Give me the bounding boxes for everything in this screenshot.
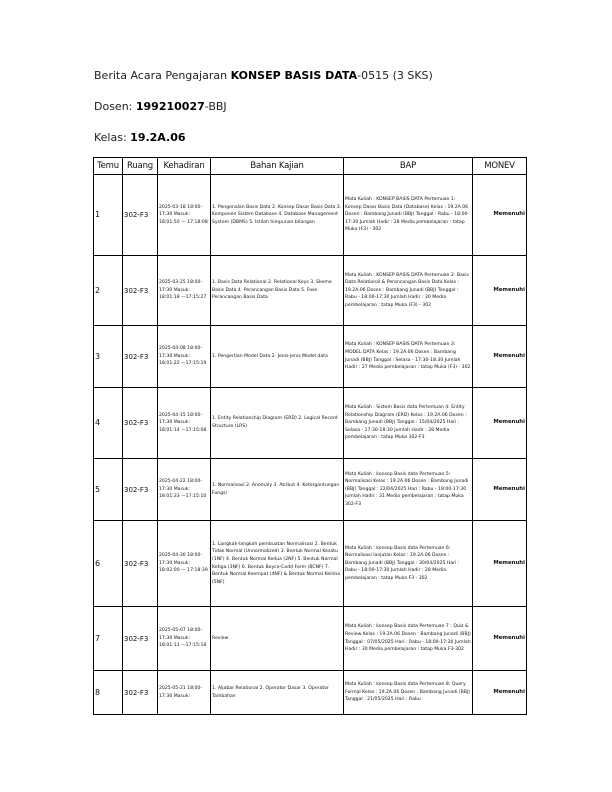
- bap-table: [93, 157, 527, 715]
- table-row: [94, 388, 527, 459]
- kehadiran-cell: 2025-03-18 18:00-17:30 Masuk: 18:01:50 — 17:18:08: [158, 175, 211, 256]
- ruang-cell: 302-F3: [123, 388, 158, 459]
- kelas-value: 19.2A.06: [130, 131, 186, 144]
- temu-cell: 5: [94, 459, 123, 521]
- monev-cell: Memenuhi: [473, 607, 527, 671]
- temu-cell: 6: [94, 521, 123, 607]
- kehadiran-cell: 2025-05-07 18:00-17:30 Masuk: 18:01:11 —17:15:18: [158, 607, 211, 671]
- col-header-ruang: Ruang: [123, 158, 158, 175]
- bap-cell: Mata Kuliah : konsep Basis data Pertemuan 6: Normalisasi lanjutan Kelas : 19.2A.06 Dosen : Bambang Junadi (BBJ) Tanggal : 30/04/2025 Hari : Rabu - 18:00-17:30 Jumlah Hadir : 28 Media pembelajaran : tatap Muka F3 - 302: [344, 521, 473, 607]
- bahan-kajian-cell: 1. Aljabar Relational 2. Operator Dasar 3. Operator Tambahan: [211, 671, 344, 715]
- col-header-kehadiran: Kehadiran: [158, 158, 211, 175]
- table-row: [94, 671, 527, 715]
- table-row: [94, 521, 527, 607]
- ruang-cell: 302-F3: [123, 326, 158, 388]
- monev-cell: Memenuhi: [473, 521, 527, 607]
- monev-cell: Memenuhi: [473, 459, 527, 521]
- temu-cell: 4: [94, 388, 123, 459]
- ruang-cell: 302-F3: [123, 521, 158, 607]
- title-prefix: Berita Acara Pengajaran: [94, 69, 231, 82]
- kelas-label: Kelas:: [94, 131, 131, 144]
- table-row: [94, 459, 527, 521]
- bap-cell: Mata Kuliah : Sistem Basis data Pertemuan 4: Entity Relationship Diagram (ERD) Kelas : 19.2A.06 Dosen : Bambang Junadi (BBJ) Tanggal : 15/04/2025 Hari : Selasa - 17:30-18:30 Jumlah Hadir : 28 Media pembelajaran : tatap Muka 302-F3: [344, 388, 473, 459]
- table-row: [94, 326, 527, 388]
- kehadiran-cell: 2025-04-22 18:00-17:30 Masuk: 18:01:33 —17:15:10: [158, 459, 211, 521]
- monev-cell: Memenuhi: [473, 671, 527, 715]
- ruang-cell: 302-F3: [123, 256, 158, 326]
- bap-cell: Mata Kuliah : KONSEP BASIS DATA Pertemuan 3: MODEL DATA Kelas : 19.2A.06 Dosen : Bambang Junadi (BBJ) Tanggal : Selasa - 17:30-18:30 Jumlah Hadir : 27 Media pembelajaran : tatap Muka (F3) - 302: [344, 326, 473, 388]
- monev-cell: Memenuhi: [473, 175, 527, 256]
- ruang-cell: 302-F3: [123, 671, 158, 715]
- bap-cell: Mata Kuliah : konsep Basis data Pertemuan 7 : Quiz & Review Kelas : 19.2A.06 Dosen : Bambang Junadi (BBJ) Tanggal : 07/05/2025 Hari : Rabu - 18:00-17:30 Jumlah Hadir : 30 Media pembelajaran : tatap Muka F3-302: [344, 607, 473, 671]
- temu-cell: 7: [94, 607, 123, 671]
- bap-cell: Mata Kuliah : KONSEP BASIS DATA Pertemuan 1: Konsep Dasar Basis Data (Database) Kelas : 19.2A.06 Dosen : Bambang Junadi (BBJ) Tanggal : Rabu - 18:00-17:30 Jumlah Hadir : 28 Media pembelajaran : tatap Muka (F3) - 302: [344, 175, 473, 256]
- dosen-id: 199210027: [135, 100, 205, 113]
- course-code: -0515 (3 SKS): [357, 69, 433, 82]
- temu-cell: 3: [94, 326, 123, 388]
- kehadiran-cell: 2025-05-21 18:00-17:30 Masuk:: [158, 671, 211, 715]
- kehadiran-cell: 2025-03-25 18:00-17:30 Masuk: 18:01:18 —17:15:27: [158, 256, 211, 326]
- col-header-bahan-kajian: Bahan Kajian: [211, 158, 344, 175]
- monev-cell: Memenuhi: [473, 326, 527, 388]
- bahan-kajian-cell: Review: [211, 607, 344, 671]
- col-header-bap: BAP: [344, 158, 473, 175]
- bahan-kajian-cell: 1. Entity Relationship Diagram (ERD) 2. Logical Record Structure (LRS): [211, 388, 344, 459]
- bahan-kajian-cell: 1. Normalisasi 2. Anomaly 3. Atribut 4. Ketergantungan Fungsi: [211, 459, 344, 521]
- temu-cell: 8: [94, 671, 123, 715]
- col-header-temu: Temu: [94, 158, 123, 175]
- ruang-cell: 302-F3: [123, 175, 158, 256]
- dosen-label: Dosen:: [94, 100, 136, 113]
- table-header-row: [94, 158, 527, 175]
- bahan-kajian-cell: 1. Pengertian Model Data 2. Jenis-jenis Model data: [211, 326, 344, 388]
- bap-cell: Mata Kuliah : konsep Basis data Pertemuan 8: Query Formal Kelas : 19.2A.06 Dosen : Bambang Junadi (BBJ) Tanggal : 21/05/2025 Hari : Rabu: [344, 671, 473, 715]
- dosen-code: -BBJ: [204, 100, 227, 113]
- bahan-kajian-cell: 1. Basis Data Relational 2. Relational Keys 3. Skema Basis Data 4. Perancangan Basis Data 5. Fase Perancangan Basis Data: [211, 256, 344, 326]
- kelas-line: [94, 131, 186, 144]
- table-row: [94, 256, 527, 326]
- bahan-kajian-cell: 1. Langkah-langkah pembuatan Normalisasi 2. Bentuk Tidak Normal (Unnormalized) 3. Bentuk Normal Kesatu (1NF) 4. Bentuk Normal Kedua (2NF) 5. Bentuk Normal Ketiga (3NF) 6. Bentuk Boyce-Codd Form (BCNF) 7. Bentuk Normal Keempat (4NF) & Bentuk Normal Kelima (5NF): [211, 521, 344, 607]
- col-header-monev: MONEV: [473, 158, 527, 175]
- temu-cell: 2: [94, 256, 123, 326]
- kehadiran-cell: 2025-04-15 18:00-17:30 Masuk: 18:01:14 —17:15:08: [158, 388, 211, 459]
- dosen-line: [94, 100, 227, 113]
- document-title: [94, 69, 433, 82]
- table-row: [94, 175, 527, 256]
- ruang-cell: 302-F3: [123, 459, 158, 521]
- temu-cell: 1: [94, 175, 123, 256]
- bap-cell: Mata Kuliah : konsep Basis data Pertemuan 5: Normalisasi Kelas : 19.2A.06 Dosen : Bambang Junadi (BBJ) Tanggal : 22/04/2025 Hari : Rabu - 18:00-17:30 Jumlah Hadir : 31 Media pembelajaran : tatap Muka 302-F3: [344, 459, 473, 521]
- table-row: [94, 607, 527, 671]
- ruang-cell: 302-F3: [123, 607, 158, 671]
- bahan-kajian-cell: 1. Pengenalan Basis Data 2. Konsep Dasar Basis Data 3. Komponen Sistem Database 4. Database Management System (DBMS) 5. Istilah himpunan bilangan: [211, 175, 344, 256]
- kehadiran-cell: 2025-04-08 18:00-17:30 Masuk: 18:01:22 —17:15:19: [158, 326, 211, 388]
- monev-cell: Memenuhi: [473, 388, 527, 459]
- monev-cell: Memenuhi: [473, 256, 527, 326]
- bap-cell: Mata Kuliah : KONSEP BASIS DATA Pertemuan 2: Basis Data Relational & Perancangan Basis Data Kelas : 19.2A.06 Dosen : Bambang Junadi (BBJ) Tanggal : Rabu - 18:00-17:30 Jumlah Hadir : 30 Media pembelajaran : tatap Muka (F3) - 302: [344, 256, 473, 326]
- kehadiran-cell: 2025-04-30 18:00-17:30 Masuk: 18:02:00 — 17:18:39: [158, 521, 211, 607]
- course-name: KONSEP BASIS DATA: [230, 69, 358, 82]
